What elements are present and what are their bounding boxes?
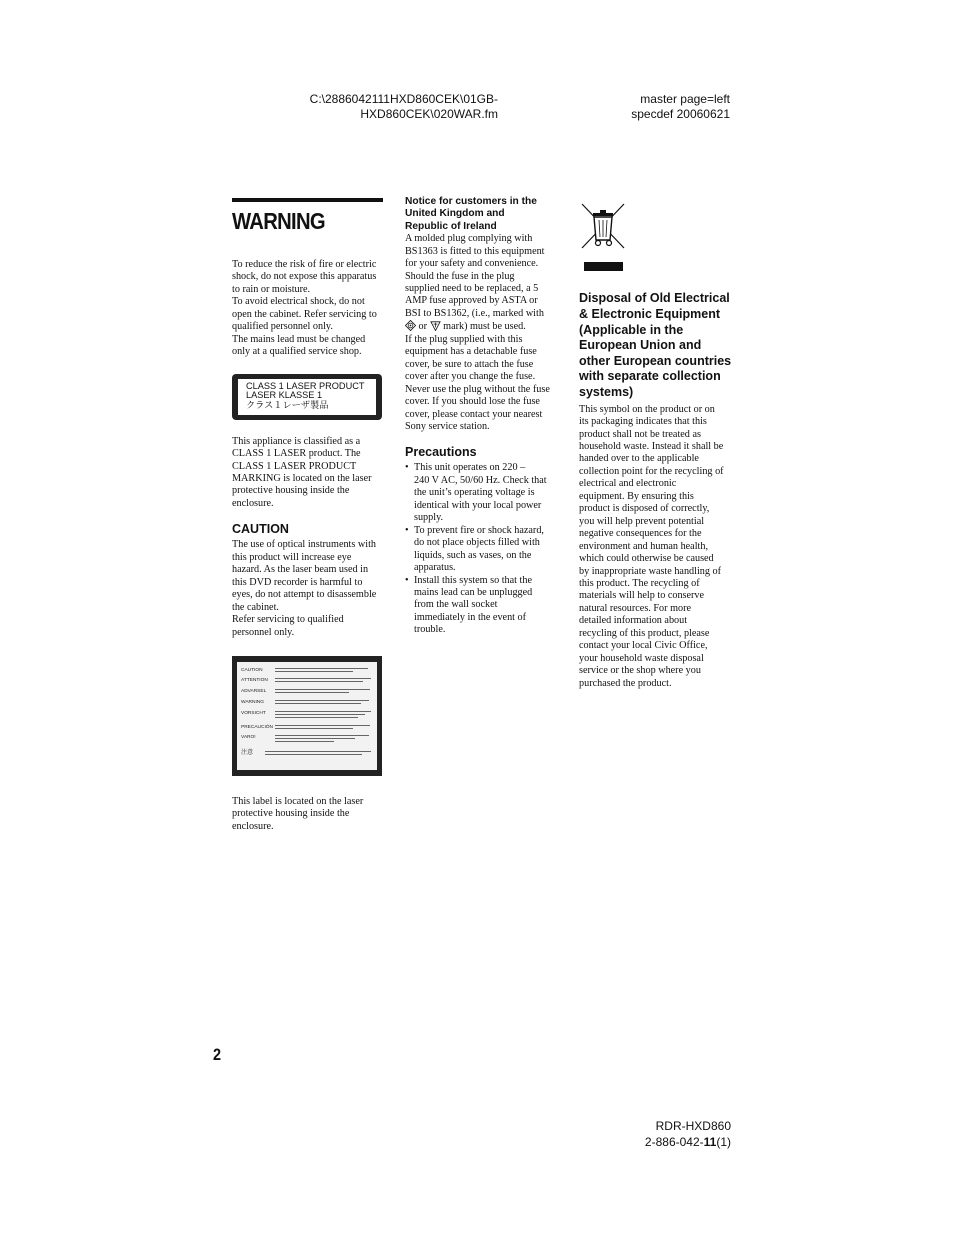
text-line: This unit operates on 220 – [414, 462, 526, 474]
text-line: this product will increase eye [232, 551, 352, 563]
text-line: cover after you change the fuse. [405, 371, 536, 383]
label-word: PRECAUCIÓN [241, 724, 273, 730]
heading-line: Notice for customers in the [405, 196, 537, 207]
asta-mark-icon [405, 320, 416, 331]
label-word: CAUTION [241, 667, 263, 673]
text-line: natural resources. For more [579, 602, 692, 614]
laser-caution-label-inner [237, 662, 377, 770]
text-line: to rain or moisture. [232, 283, 311, 295]
text-line: negative consequences for the [579, 528, 702, 540]
header-master-page [600, 92, 730, 122]
text-line: To prevent fire or shock hazard, [414, 524, 544, 536]
text-line: eyes, do not attempt to disassemble [232, 589, 377, 601]
text-line: Install this system so that the [414, 574, 532, 586]
text-line: apparatus. [414, 562, 456, 574]
heading-line: Disposal of Old Electrical [579, 291, 730, 306]
text-line: electrical and electronic [579, 478, 677, 490]
text-line: the unit’s operating voltage is [414, 487, 535, 499]
precaution-item [405, 462, 557, 524]
text-line: CLASS 1 LASER PRODUCT [232, 460, 357, 472]
text-line: by inappropriate waste handling of [579, 565, 722, 577]
bsi-kitemark-icon [430, 320, 441, 331]
bullet-dot: • [405, 574, 409, 586]
crossed-wheelie-bin-icon [579, 201, 627, 251]
class1-laser-label-inner [238, 379, 376, 415]
text-line: household waste. Instead it shall be [579, 440, 724, 452]
footer-model-info [590, 1118, 731, 1150]
text-line: environment and human health, [579, 540, 709, 552]
heading-line: systems) [579, 385, 634, 400]
text-line: product shall not be treated as [579, 428, 701, 440]
text-line: Refer servicing to qualified [232, 614, 344, 626]
part-suffix: (1) [716, 1135, 731, 1149]
text-line: purchased the product. [579, 677, 672, 689]
text-line: product is disposed of correctly, [579, 503, 710, 515]
text-line: your household waste disposal [579, 652, 704, 664]
text-line: Never use the plug without the fuse [405, 383, 550, 395]
text-line: immediately in the event of [414, 611, 527, 623]
text-line: mains lead can be unplugged [414, 587, 533, 598]
part-bold: 11 [703, 1135, 717, 1149]
disposal-heading [579, 291, 731, 400]
class1-laser-label [232, 374, 382, 420]
header-path-line: HXD860CEK\020WAR.fm [360, 107, 498, 121]
text-line: qualified personnel only. [232, 321, 333, 333]
text-line: If the plug supplied with this [405, 333, 523, 345]
text-line: for your safety and convenience. [405, 258, 539, 270]
label-location-text [232, 796, 384, 833]
bin-underbar [584, 262, 623, 271]
laser-caution-label-image [232, 656, 382, 776]
column-disposal [579, 196, 731, 690]
footer-model: RDR-HXD860 [655, 1119, 731, 1133]
text-line: This label is located on the laser [232, 795, 364, 807]
header-master-line: master page=left [640, 92, 730, 106]
text-or: or [418, 321, 428, 333]
text-line: MARKING is located on the laser [232, 472, 372, 484]
text-line: The use of optical instruments with [232, 539, 377, 551]
text-line: protective housing inside the [232, 485, 350, 497]
text-line: supply. [414, 512, 444, 524]
column-warning [232, 196, 384, 833]
header-path-line: C:\2886042111HXD860CEK\01GB- [309, 92, 498, 106]
disposal-text [579, 404, 731, 690]
text-line: BSI to BS1362, (i.e., marked with [405, 307, 544, 319]
heading-line: United Kingdom and [405, 208, 505, 220]
label-word: ADVARSEL [241, 688, 267, 694]
text-line: you will help prevent potential [579, 515, 705, 527]
text-line: Sony service station. [405, 421, 490, 433]
text-line: detailed information about [579, 615, 688, 627]
bullet-dot: • [405, 524, 409, 536]
text-line: which could otherwise be caused [579, 553, 714, 565]
text-line: handed over to the applicable [579, 453, 699, 465]
text-line: collection point for the recycling of [579, 465, 724, 477]
text-line: identical with your local power [414, 499, 542, 511]
text-line: contact your local Civic Office, [579, 640, 708, 652]
text-line: cover. If you should lose the fuse [405, 396, 540, 408]
text-line: 240 V AC, 50/60 Hz. Check that [414, 474, 547, 486]
label-word: VORSICHT [241, 710, 266, 716]
text-line: This symbol on the product or on [579, 403, 715, 415]
text-line: recycling of this product, please [579, 627, 710, 639]
text-line: To reduce the risk of fire or electric [232, 259, 377, 270]
text-mark-rest: mark) must be used. [443, 321, 526, 333]
text-line: supplied need to be replaced, a 5 [405, 283, 539, 295]
text-line: shock, do not expose this apparatus [232, 271, 377, 283]
text-line: AMP fuse approved by ASTA or [405, 295, 538, 307]
notice-heading [405, 196, 557, 233]
label-word: ATTENTION [241, 677, 268, 683]
text-line: BS1363 is fitted to this equipment [405, 245, 545, 257]
text-line: trouble. [414, 624, 446, 636]
text-line: enclosure. [232, 497, 274, 509]
footer-part-number [590, 1134, 731, 1150]
text-line: this DVD recorder is harmful to [232, 576, 363, 588]
text-line: liquids, such as vases, on the [414, 549, 532, 561]
caution-text [232, 539, 384, 639]
heading-line: with separate collection [579, 369, 721, 384]
warning-rule [232, 198, 383, 202]
text-line: this product. The recycling of [579, 577, 700, 589]
notice-text [405, 233, 557, 433]
text-line: cover, be sure to attach the fuse [405, 358, 534, 370]
text-line: This appliance is classified as a [232, 435, 361, 447]
heading-line: (Applicable in the [579, 322, 684, 337]
heading-line: other European countries [579, 353, 732, 368]
page-number: 2 [213, 1045, 222, 1064]
laser-label-line: LASER KLASSE 1 [246, 390, 323, 401]
text-line: from the wall socket [414, 599, 498, 611]
column-notice [405, 196, 557, 637]
text-line: The mains lead must be changed [232, 333, 366, 345]
caution-heading: CAUTION [232, 522, 289, 537]
label-word: 注意 [241, 749, 254, 756]
bullet-dot: • [405, 462, 409, 474]
text-line: equipment. By ensuring this [579, 490, 694, 502]
text-line: Should the fuse in the plug [405, 270, 515, 282]
heading-line: & Electronic Equipment [579, 307, 720, 322]
text-line: do not place objects filled with [414, 537, 540, 549]
text-line: open the cabinet. Refer servicing to [232, 308, 377, 320]
text-line: To avoid electrical shock, do not [232, 296, 365, 308]
text-line: hazard. As the laser beam used in [232, 564, 369, 576]
text-line: the cabinet. [232, 601, 279, 613]
text-line: only at a qualified service shop. [232, 346, 362, 358]
heading-line: Republic of Ireland [405, 220, 497, 232]
text-line: cover, please contact your nearest [405, 408, 543, 420]
warning-intro [232, 259, 384, 359]
class1-description [232, 436, 384, 511]
text-line: enclosure. [232, 820, 274, 832]
warning-title: WARNING [232, 208, 325, 234]
text-line: its packaging indicates that this [579, 416, 707, 428]
precaution-item [405, 525, 557, 575]
header-master-line: specdef 20060621 [631, 107, 730, 121]
precaution-item [405, 575, 557, 637]
label-word: WARNING [241, 699, 265, 705]
label-word: VARO! [241, 734, 256, 740]
text-line: A molded plug complying with [405, 233, 533, 245]
text-line-with-marks [405, 320, 557, 333]
precautions-heading: Precautions [405, 445, 477, 460]
header-file-path [290, 92, 498, 122]
text-line: protective housing inside the [232, 808, 350, 820]
laser-label-line: CLASS 1 LASER PRODUCT [246, 380, 365, 391]
text-line: materials will help to conserve [579, 590, 705, 602]
part-prefix: 2-886-042- [644, 1135, 704, 1149]
text-line: equipment has a detachable fuse [405, 346, 537, 358]
text-line: CLASS 1 LASER product. The [232, 448, 361, 460]
laser-label-line: クラス１レーザ製品 [246, 400, 329, 411]
text-line: service or the shop where you [579, 665, 701, 677]
text-line: personnel only. [232, 626, 295, 638]
heading-line: European Union and [579, 338, 702, 353]
